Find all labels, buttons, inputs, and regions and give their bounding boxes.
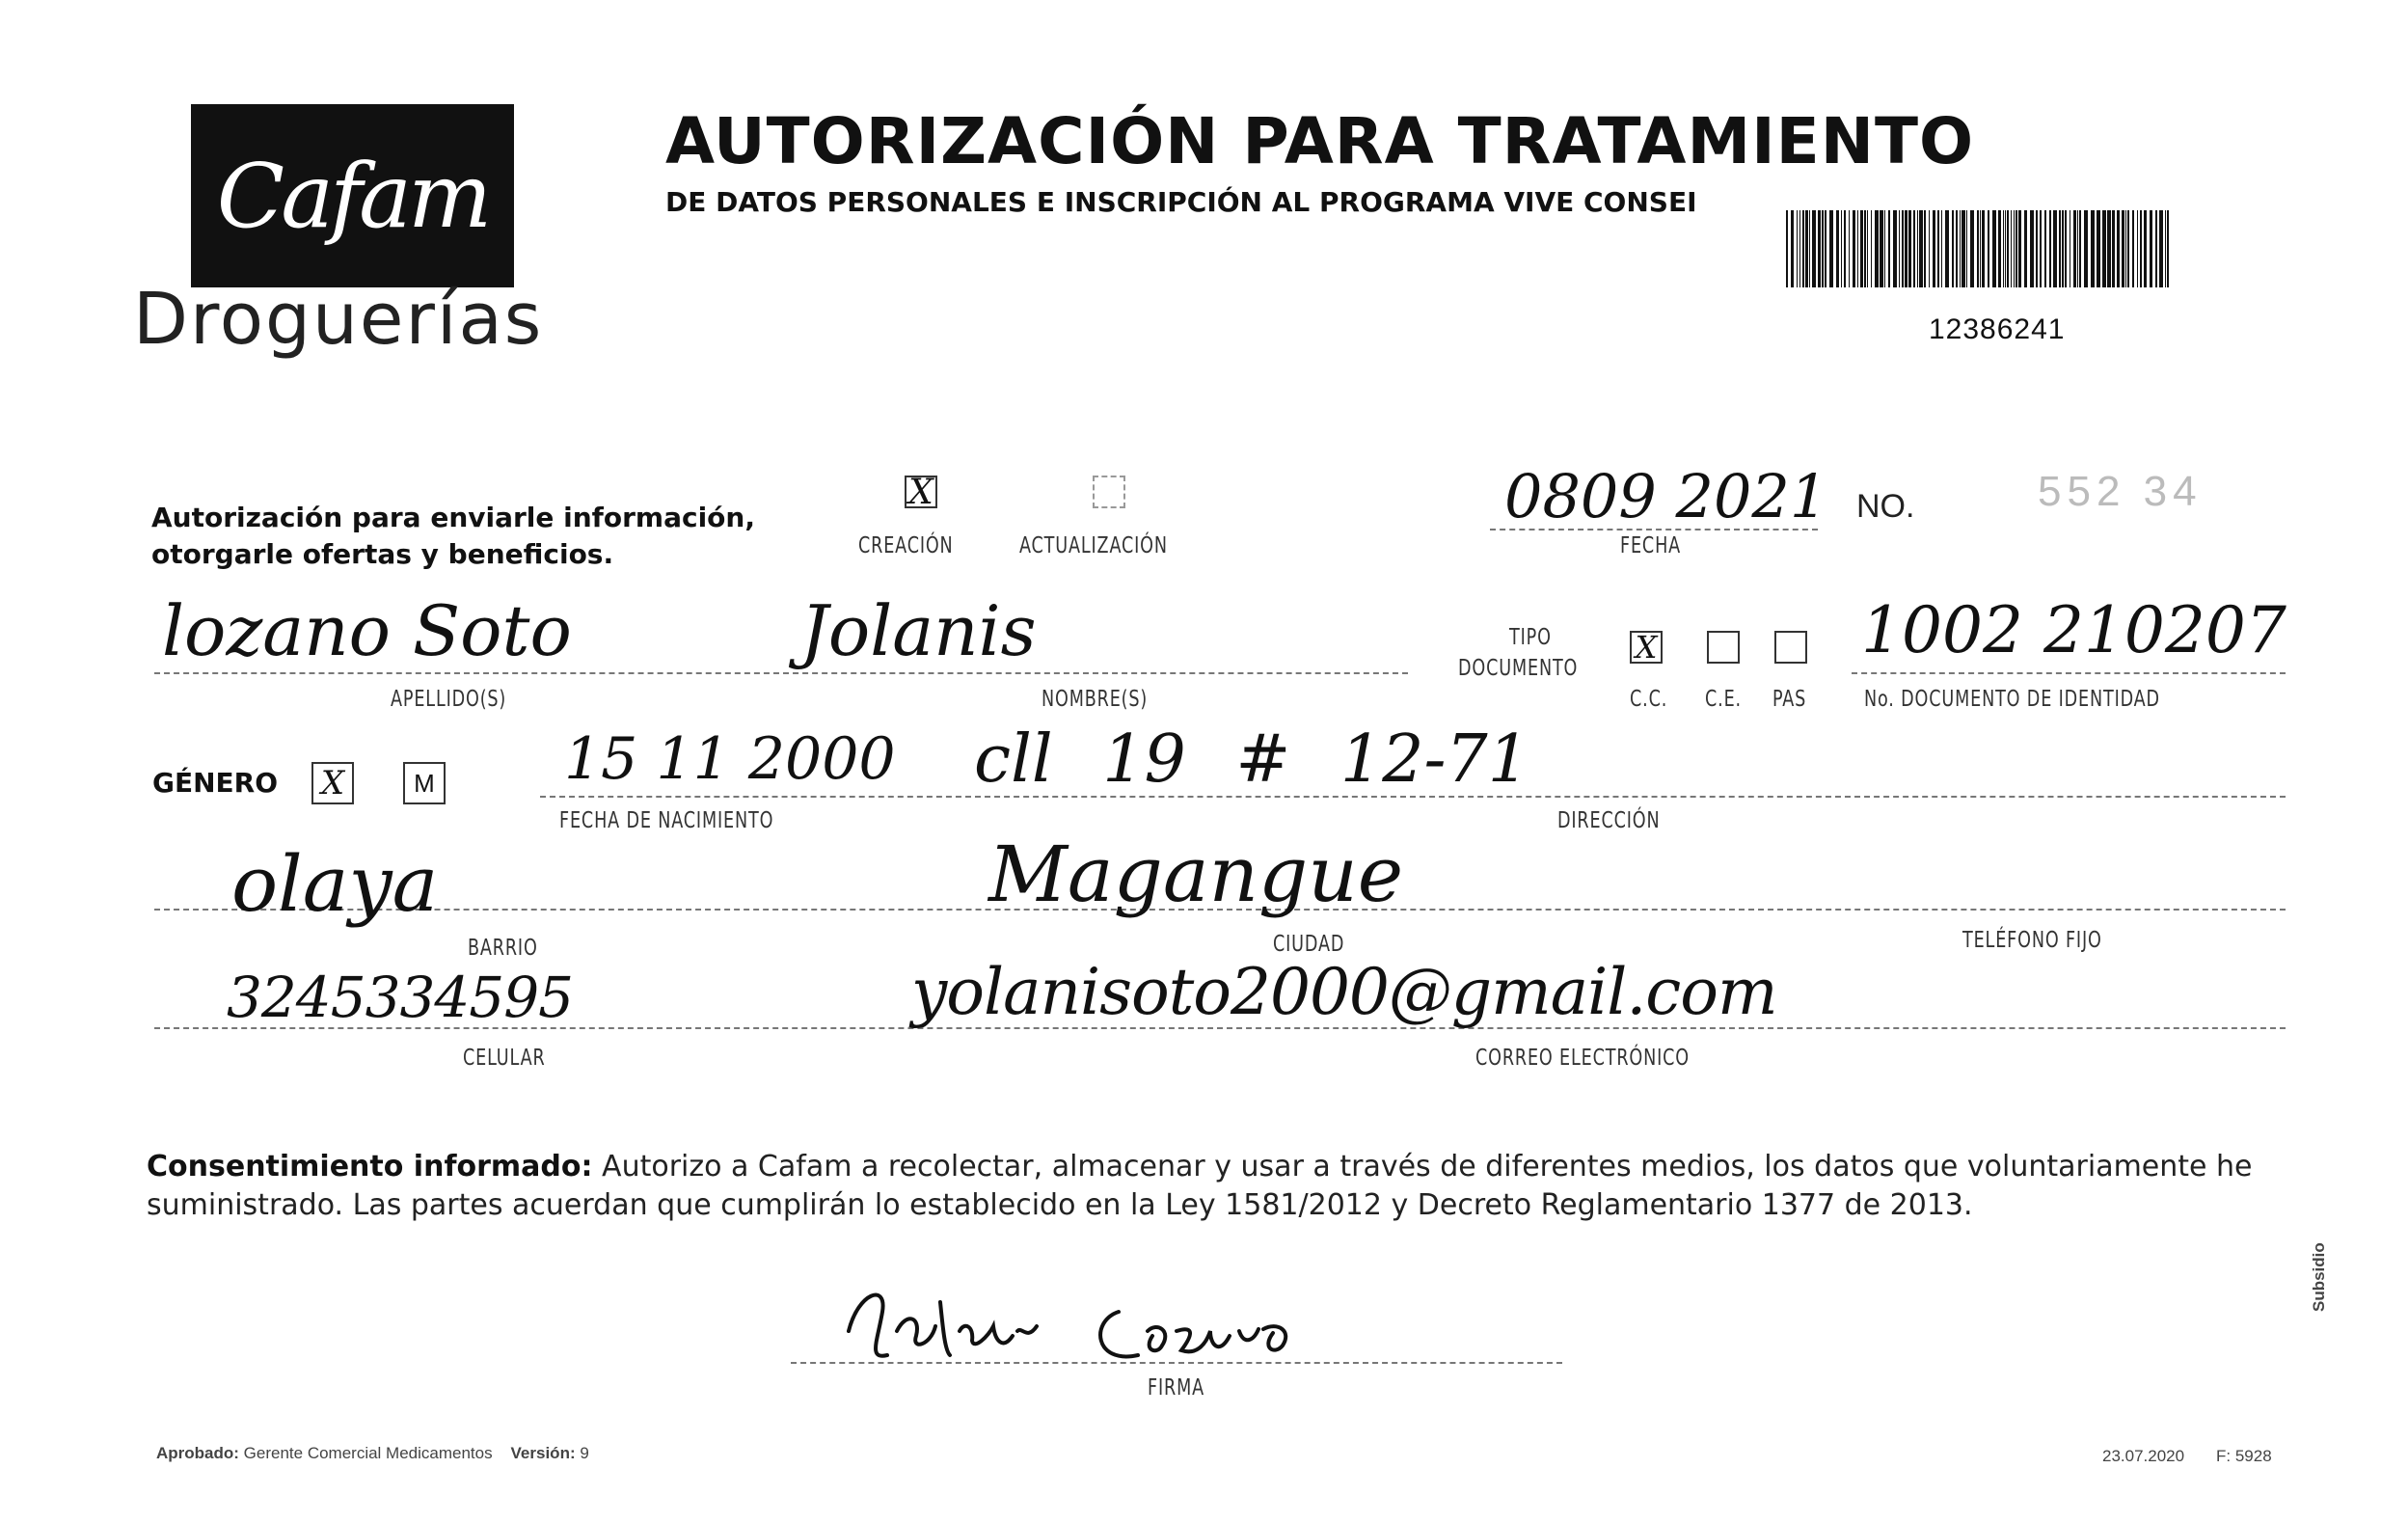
barcode-bar (2167, 210, 2169, 287)
barcode-bar (1825, 210, 1826, 287)
barcode-bar (1884, 210, 1885, 287)
barcode-bar (2059, 210, 2061, 287)
document-subtitle: DE DATOS PERSONALES E INSCRIPCIÓN AL PROGRAMA VIVE CONSEI (665, 186, 1697, 218)
fecha-label: FECHA (1620, 533, 1682, 558)
barcode-bar (1998, 210, 2001, 287)
barcode-bar (2127, 210, 2129, 287)
barrio-value: olaya (231, 839, 439, 929)
barcode-bar (1956, 210, 1958, 287)
barcode-bar (1941, 210, 1942, 287)
barcode-bar (1893, 210, 1897, 287)
barcode-bar (1980, 210, 1981, 287)
barcode-bar (2011, 210, 2012, 287)
barcode-bar (1945, 210, 1949, 287)
barcode-bar (2165, 210, 2166, 287)
consent-paragraph (147, 1148, 2268, 1225)
barcode-bar (1799, 210, 1800, 287)
barcode-bar (1962, 210, 1965, 287)
aprobado-value: Gerente Comercial Medicamentos (243, 1444, 493, 1462)
brand-subtitle: Droguerías (133, 278, 544, 361)
barcode-bar (1871, 210, 1872, 287)
correo-label: CORREO ELECTRÓNICO (1475, 1046, 1690, 1071)
documento-type-label: DOCUMENTO (1458, 656, 1579, 681)
tipo-label: TIPO (1509, 625, 1552, 650)
genero-m-label: M (414, 768, 435, 798)
celular-label: CELULAR (463, 1046, 546, 1071)
barcode-bar (1902, 210, 1904, 287)
barcode-bar (2084, 210, 2088, 287)
actualizacion-label: ACTUALIZACIÓN (1019, 533, 1168, 558)
genero-f-mark: X (320, 764, 345, 802)
barcode-bar (1857, 210, 1858, 287)
apellidos-label: APELLIDO(S) (391, 687, 507, 712)
ce-checkbox[interactable] (1707, 631, 1740, 664)
telefono-label: TELÉFONO FIJO (1962, 928, 2102, 953)
barcode-bar (2007, 210, 2009, 287)
barcode-bar (2044, 210, 2046, 287)
correo-value: yolanisoto2000@gmail.com (911, 955, 1777, 1029)
barcode-bar (2077, 210, 2078, 287)
no-value: 552 34 (2038, 468, 2203, 515)
barcode-bar (2112, 210, 2115, 287)
barcode-bar (1809, 210, 1810, 287)
barcode-bar (1970, 210, 1974, 287)
barcode-bar (2062, 210, 2064, 287)
consent-heading: Consentimiento informado: (147, 1150, 593, 1183)
apellidos-value: lozano Soto (162, 590, 572, 671)
barcode-bar (2122, 210, 2124, 287)
barcode-bar (1880, 210, 1883, 287)
footer-approval (156, 1444, 589, 1463)
barcode-bar (2024, 210, 2027, 287)
barcode-bar (1802, 210, 1804, 287)
aprobado-label: Aprobado: (156, 1444, 239, 1462)
signature (829, 1273, 1350, 1379)
barcode-bar (1860, 210, 1863, 287)
intro-line-2: otorgarle ofertas y beneficios. (151, 538, 614, 570)
barcode-bar (2005, 210, 2006, 287)
consent-text: Autorizo a Cafam a recolectar, almacenar y usar a través de diferentes medios, los datos que voluntariamente he suministrado. Las partes acuerdan que cumplirán lo establecido en la Ley 1581/2012 y Decreto Reglamentario 1377 de 2013. (147, 1150, 2253, 1222)
barcode-bar (2132, 210, 2134, 287)
firma-label: FIRMA (1148, 1375, 1204, 1401)
barcode-bar (1844, 210, 1846, 287)
barcode-bar (1841, 210, 1842, 287)
barcode-bar (2065, 210, 2067, 287)
cc-mark: X (1635, 629, 1658, 666)
barcode-bar (1913, 210, 1915, 287)
nacimiento-value: 15 11 2000 (564, 725, 896, 793)
barcode-bar (1937, 210, 1939, 287)
footer-date: 23.07.2020 (2102, 1447, 2185, 1465)
barcode-bar (1797, 210, 1798, 287)
barcode-bar (1982, 210, 1985, 287)
barcode-bar (2079, 210, 2081, 287)
barcode-bar (1805, 210, 1808, 287)
ce-label: C.E. (1705, 687, 1742, 712)
barcode-bar (2018, 210, 2021, 287)
document-title: AUTORIZACIÓN PARA TRATAMIENTO (665, 104, 1975, 178)
barcode-bar (2144, 210, 2147, 287)
barcode-bar (2102, 210, 2106, 287)
creacion-label: CREACIÓN (858, 533, 954, 558)
creacion-mark: X (908, 472, 933, 512)
barcode-bar (2140, 210, 2142, 287)
version-value: 9 (580, 1444, 589, 1462)
intro-line-1: Autorización para enviarle información, (151, 502, 755, 533)
barcode-bar (2091, 210, 2095, 287)
barcode-bar (1917, 210, 1918, 287)
barcode-bar (1849, 210, 1850, 287)
barcode-bar (1853, 210, 1855, 287)
direccion-value: cll 19 # 12-71 (974, 721, 1529, 798)
barcode-bar (1786, 210, 1788, 287)
footer-form-code: F: 5928 (2216, 1447, 2272, 1465)
barcode-bar (1905, 210, 1907, 287)
barcode-bar (2053, 210, 2057, 287)
barcode-bar (2117, 210, 2120, 287)
barcode-bar (1988, 210, 1989, 287)
direccion-label: DIRECCIÓN (1557, 808, 1661, 833)
pas-checkbox[interactable] (1774, 631, 1807, 664)
barrio-label: BARRIO (468, 936, 538, 961)
cc-label: C.C. (1630, 687, 1668, 712)
no-label: NO. (1856, 488, 1915, 525)
barcode-bar (1929, 210, 1930, 287)
barcode-bar (2030, 210, 2034, 287)
pas-label: PAS (1772, 687, 1807, 712)
barcode-bar (2107, 210, 2111, 287)
genero-m-checkbox[interactable] (403, 762, 446, 804)
barcode-bar (1867, 210, 1868, 287)
nacimiento-label: FECHA DE NACIMIENTO (559, 808, 774, 833)
barcode-bar (2137, 210, 2138, 287)
barcode-bar (1952, 210, 1954, 287)
barcode-bar (1875, 210, 1879, 287)
side-subsidio-text: Subsidio (2310, 1242, 2328, 1312)
barcode-bar (1818, 210, 1821, 287)
cafam-logo (191, 104, 514, 287)
barcode-bar (2073, 210, 2076, 287)
barcode-bar (1791, 210, 1794, 287)
version-label: Versión: (510, 1444, 576, 1462)
ciudad-label: CIUDAD (1273, 932, 1345, 957)
actualizacion-checkbox[interactable] (1093, 476, 1125, 508)
barcode-bar (1924, 210, 1926, 287)
barcode-bar (1966, 210, 1967, 287)
barcode-bar (1829, 210, 1833, 287)
barcode-bar (2014, 210, 2015, 287)
genero-f-checkbox[interactable] (311, 762, 354, 804)
barcode-bar (1864, 210, 1866, 287)
barcode-bar (2040, 210, 2042, 287)
barcode-bar (2036, 210, 2038, 287)
barcode-bar (1977, 210, 1979, 287)
barcode-bar (2125, 210, 2126, 287)
nombres-label: NOMBRE(S) (1042, 687, 1149, 712)
barcode-bar (2155, 210, 2157, 287)
creacion-checkbox[interactable] (905, 472, 937, 512)
barcode-number: 12386241 (1929, 313, 2066, 345)
documento-value: 1002 210207 (1861, 593, 2286, 667)
barcode-bar (2049, 210, 2051, 287)
barcode-bar (1888, 210, 1890, 287)
barcode-bar (2003, 210, 2004, 287)
barcode-bar (1933, 210, 1935, 287)
documento-label: No. DOCUMENTO DE IDENTIDAD (1864, 687, 2160, 712)
nombres-value: Jolanis (800, 590, 1037, 671)
barcode-bar (1992, 210, 1996, 287)
barcode-bar (2159, 210, 2163, 287)
barcode-bar (1836, 210, 1839, 287)
cc-checkbox[interactable] (1630, 631, 1663, 664)
ciudad-value: Magangue (988, 829, 1404, 919)
barcode-bar (1822, 210, 1824, 287)
celular-value: 3245334595 (227, 965, 574, 1030)
barcode-bar (2016, 210, 2017, 287)
barcode-bar (1812, 210, 1816, 287)
genero-label: GÉNERO (152, 767, 279, 799)
fecha-value: 0809 2021 (1504, 461, 1828, 531)
barcode-bar (1960, 210, 1961, 287)
barcode-bar (1908, 210, 1911, 287)
barcode-bar (2097, 210, 2100, 287)
logo-text: Cafam (216, 144, 489, 248)
barcode-bar (2150, 210, 2152, 287)
barcode-bar (1899, 210, 1900, 287)
barcode (1786, 210, 2172, 287)
barcode-bar (1919, 210, 1923, 287)
